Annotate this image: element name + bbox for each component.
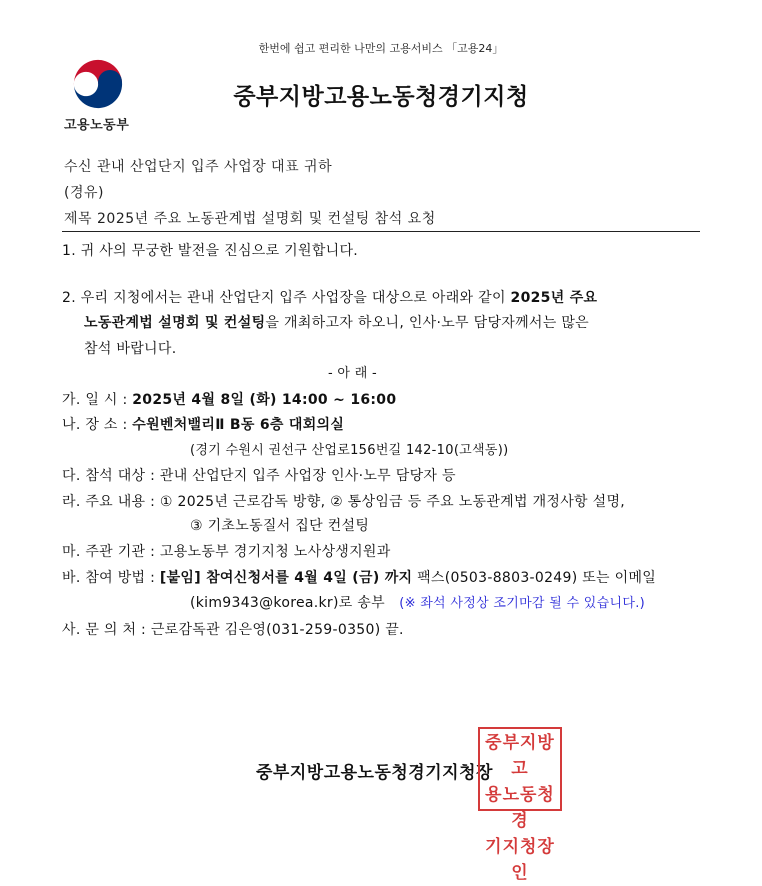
detail-contact: 사. 문 의 처 : 근로감독관 김은영(031-259-0350) 끝.: [62, 622, 404, 638]
stamp-line: 용노동청경: [485, 785, 555, 831]
place-address: (경기 수원시 권선구 산업로156번길 142-10(고색동)): [190, 443, 509, 458]
date-label: 가. 일 시 :: [62, 392, 133, 408]
p2-emphasis-2: 노동관계법 설명회 및 컨설팅: [84, 315, 266, 331]
date-value: 2025년 4월 8일 (화) 14:00 ~ 16:00: [132, 392, 397, 408]
p2-text-2: 을 개최하고자 하오니, 인사·노무 담당자께서는 많은: [265, 315, 589, 331]
paragraph-2-line-2: [84, 312, 589, 332]
method-rest: 팩스(0503-8803-0249) 또는 이메일: [412, 570, 657, 586]
p2-text: 2. 우리 지청에서는 관내 산업단지 입주 사업장을 대상으로 아래와 같이: [62, 290, 511, 306]
detail-content-2: ③ 기초노동질서 집단 컨설팅: [190, 518, 370, 534]
footer-organization: 중부지방고용노동청경기지청장: [256, 763, 493, 783]
center-mark: - 아 래 -: [328, 366, 377, 381]
detail-content-1: 라. 주요 내용 : ① 2025년 근로감독 방향, ② 통상임금 등 주요 노동관계법 개정사항 설명,: [62, 494, 626, 510]
p2-emphasis: 2025년 주요: [510, 290, 598, 306]
detail-target: 다. 참석 대상 : 관내 산업단지 입주 사업장 인사·노무 담당자 등: [62, 468, 456, 484]
organization-title: 중부지방고용노동청경기지청: [233, 84, 529, 110]
detail-place: [62, 414, 344, 434]
stamp-line: 기지청장인: [485, 837, 555, 883]
place-label: 나. 장 소 :: [62, 417, 133, 433]
place-value: 수원벤처밸리Ⅱ B동 6층 대회의실: [132, 417, 345, 433]
paragraph-2-line-3: 참석 바랍니다.: [84, 341, 177, 357]
subject-line: 제목 2025년 주요 노동관계법 설명회 및 컨설팅 참석 요청: [64, 211, 436, 227]
stamp-line: 중부지방고: [485, 733, 555, 779]
detail-method-2: [190, 592, 645, 612]
detail-method: [62, 567, 656, 587]
method-label: 바. 참여 방법 :: [62, 570, 160, 586]
paragraph-1: 1. 귀 사의 무궁한 발전을 진심으로 기원합니다.: [62, 243, 359, 259]
method-note: (※ 좌석 사정상 조기마감 될 수 있습니다.): [399, 596, 646, 611]
paragraph-2-line-1: [62, 287, 597, 307]
header-divider: [62, 231, 700, 232]
detail-host: 마. 주관 기관 : 고용노동부 경기지청 노사상생지원과: [62, 544, 391, 560]
logo-text: 고용노동부: [64, 118, 130, 133]
official-seal-stamp: [478, 727, 562, 883]
recipient-line: 수신 관내 산업단지 입주 사업장 대표 귀하: [64, 159, 333, 175]
detail-date: [62, 389, 396, 409]
via-line: (경유): [64, 185, 104, 201]
method-email: (kim9343@korea.kr)로 송부: [190, 595, 385, 611]
method-bold: [붙임] 참여신청서를 4월 4일 (금) 까지: [159, 570, 413, 586]
slogan: 한번에 쉽고 편리한 나만의 고용서비스 「고용24」: [258, 42, 504, 55]
